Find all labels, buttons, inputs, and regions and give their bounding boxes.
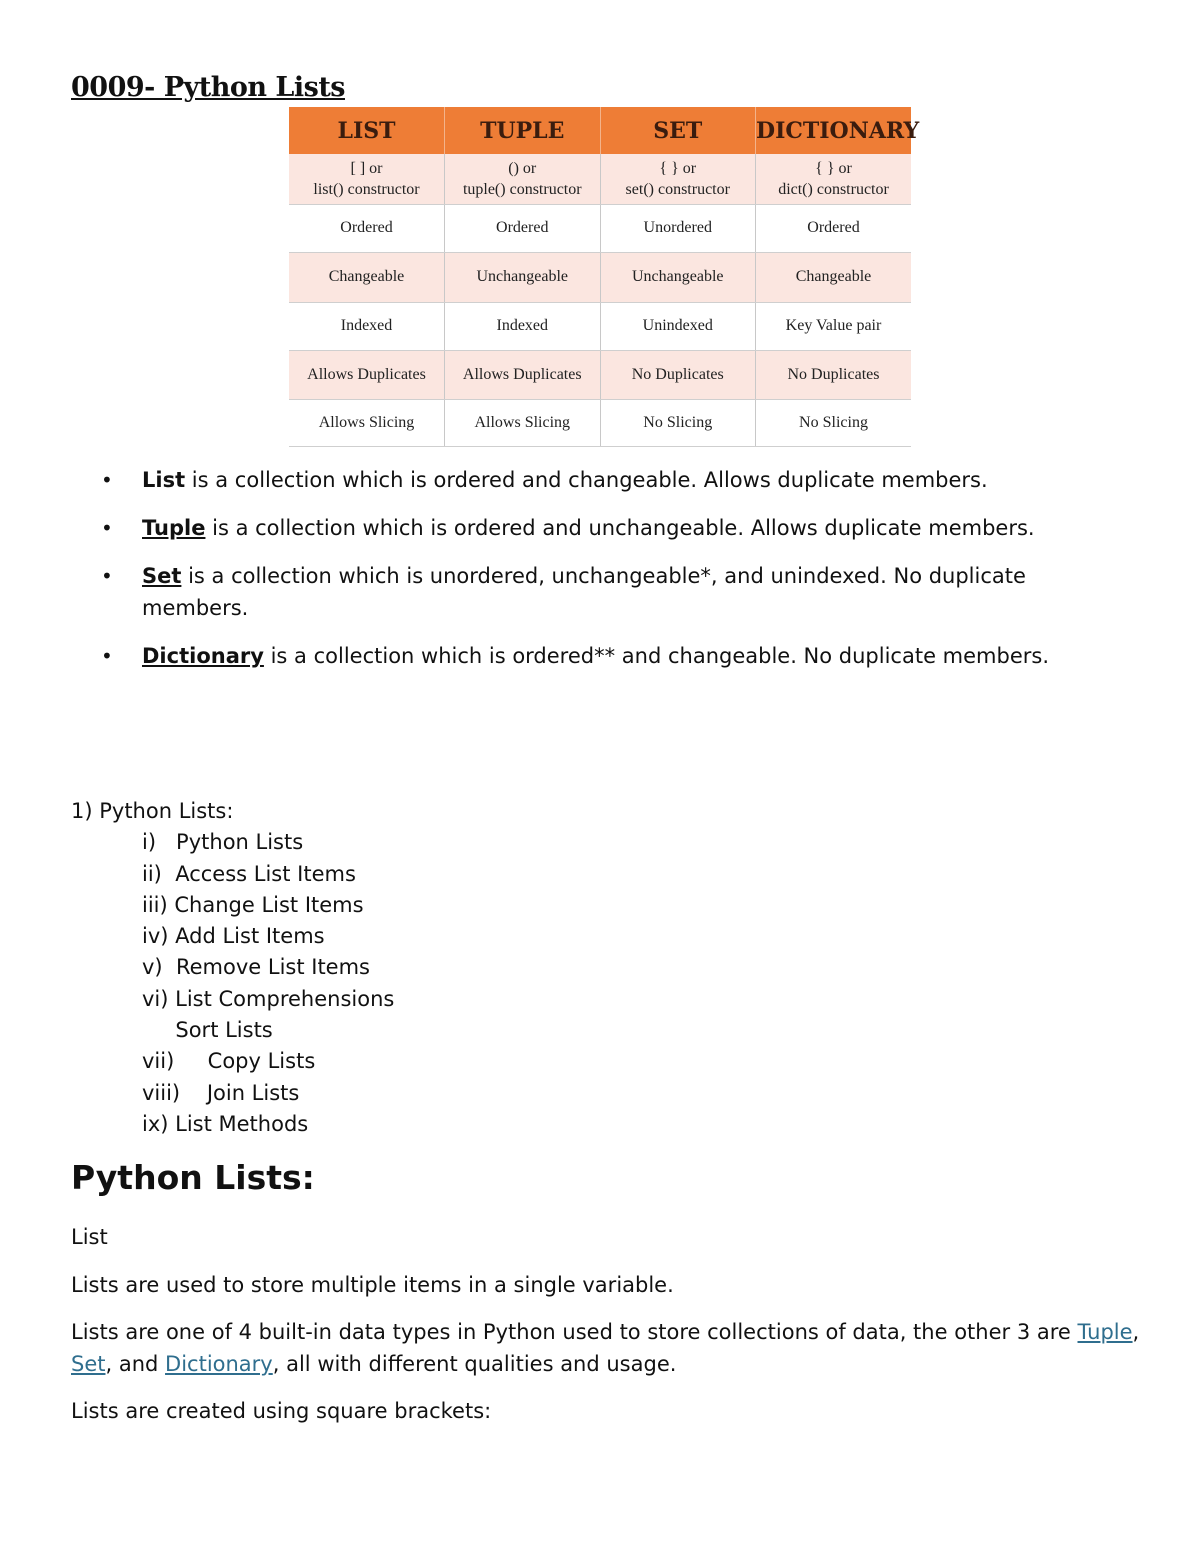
- table-cell: Allows Slicing: [289, 399, 445, 446]
- table-cell: No Duplicates: [600, 350, 756, 399]
- outline-item: ix) List Methods: [142, 1111, 309, 1136]
- table-cell: Indexed: [289, 302, 445, 350]
- bullet-text: is a collection which is ordered and changeable. Allows duplicate members.: [185, 468, 988, 492]
- table-cell: Allows Duplicates: [445, 350, 601, 399]
- table-cell: No Slicing: [756, 399, 912, 446]
- table-cell: [ ] or list() constructor: [289, 154, 445, 204]
- header-dictionary: DICTIONARY: [756, 107, 912, 154]
- outline-item: Sort Lists: [142, 1018, 273, 1043]
- collection-summary-list: [0, 464, 1200, 688]
- outline-item: vi) List Comprehensions: [142, 986, 395, 1011]
- table-cell: Allows Slicing: [445, 399, 601, 446]
- table-cell: Unchangeable: [600, 252, 756, 302]
- table-row-indexing: [289, 302, 911, 350]
- table-row-mutability: [289, 252, 911, 302]
- set-link[interactable]: Set: [71, 1352, 106, 1376]
- bullet-marker: •: [101, 564, 113, 588]
- outline-item: iii) Change List Items: [142, 892, 364, 917]
- collection-comparison-table: [289, 107, 920, 447]
- table-cell: No Duplicates: [756, 350, 912, 399]
- table-cell: Ordered: [445, 204, 601, 252]
- outline-item: i) Python Lists: [142, 830, 304, 855]
- table-cell: Allows Duplicates: [289, 350, 445, 399]
- table-cell: No Slicing: [600, 399, 756, 446]
- table-cell: Ordered: [289, 204, 445, 252]
- list-item: [0, 640, 1072, 672]
- paragraph-2: Lists are one of 4 built-in data types in Python used to store collections of data, the other 3 are Tuple, Set, and Dictionary, all with different qualities and usage.: [71, 1320, 1140, 1376]
- bullet-marker: •: [101, 468, 113, 492]
- section-label: List: [71, 1225, 108, 1249]
- bullet-marker: •: [101, 516, 113, 540]
- table-cell: { } or dict() constructor: [756, 154, 912, 204]
- table-row-order: [289, 204, 911, 252]
- table-cell: Key Value pair: [756, 302, 912, 350]
- outline-item: v) Remove List Items: [142, 955, 370, 980]
- table-row-slicing: [289, 399, 911, 446]
- table-cell: () or tuple() constructor: [445, 154, 601, 204]
- header-list: LIST: [289, 107, 445, 154]
- dictionary-link[interactable]: Dictionary: [165, 1352, 273, 1376]
- table-cell: Unindexed: [600, 302, 756, 350]
- outline-item: vii) Copy Lists: [142, 1049, 316, 1074]
- paragraph-1: Lists are used to store multiple items in a single variable.: [71, 1273, 674, 1297]
- bullet-term: List: [142, 468, 186, 492]
- table-cell: Ordered: [756, 204, 912, 252]
- topic-outline: [71, 796, 394, 1140]
- outline-item: viii) Join Lists: [142, 1080, 300, 1105]
- table-cell: { } or set() constructor: [600, 154, 756, 204]
- outline-item: iv) Add List Items: [142, 924, 325, 949]
- tuple-link[interactable]: Tuple: [1077, 1320, 1133, 1344]
- section-heading: Python Lists:: [71, 1158, 315, 1197]
- table-header-row: [289, 107, 911, 154]
- bullet-term: Set: [142, 564, 182, 588]
- header-tuple: TUPLE: [445, 107, 601, 154]
- bullet-text: is a collection which is ordered** and changeable. No duplicate members.: [263, 644, 1050, 668]
- paragraph-3: Lists are created using square brackets:: [71, 1399, 492, 1423]
- bullet-text: is a collection which is ordered and unchangeable. Allows duplicate members.: [205, 516, 1035, 540]
- list-item: [0, 560, 1072, 624]
- table-cell: Unordered: [600, 204, 756, 252]
- outline-heading: 1) Python Lists:: [71, 799, 234, 823]
- table-cell: Changeable: [289, 252, 445, 302]
- bullet-term: Tuple: [142, 516, 206, 540]
- table-cell: Indexed: [445, 302, 601, 350]
- list-item: [0, 512, 1072, 544]
- bullet-text: is a collection which is unordered, unchangeable*, and unindexed. No duplicate members.: [142, 564, 1026, 620]
- table-row-duplicates: [289, 350, 911, 399]
- header-set: SET: [600, 107, 756, 154]
- document-title: 0009- Python Lists: [71, 72, 345, 103]
- outline-item: ii) Access List Items: [142, 861, 356, 886]
- list-item: [0, 464, 1072, 496]
- bullet-term: Dictionary: [142, 644, 264, 668]
- table-row-syntax: [289, 154, 911, 204]
- table-cell: Unchangeable: [445, 252, 601, 302]
- table-cell: Changeable: [756, 252, 912, 302]
- bullet-marker: •: [101, 644, 113, 668]
